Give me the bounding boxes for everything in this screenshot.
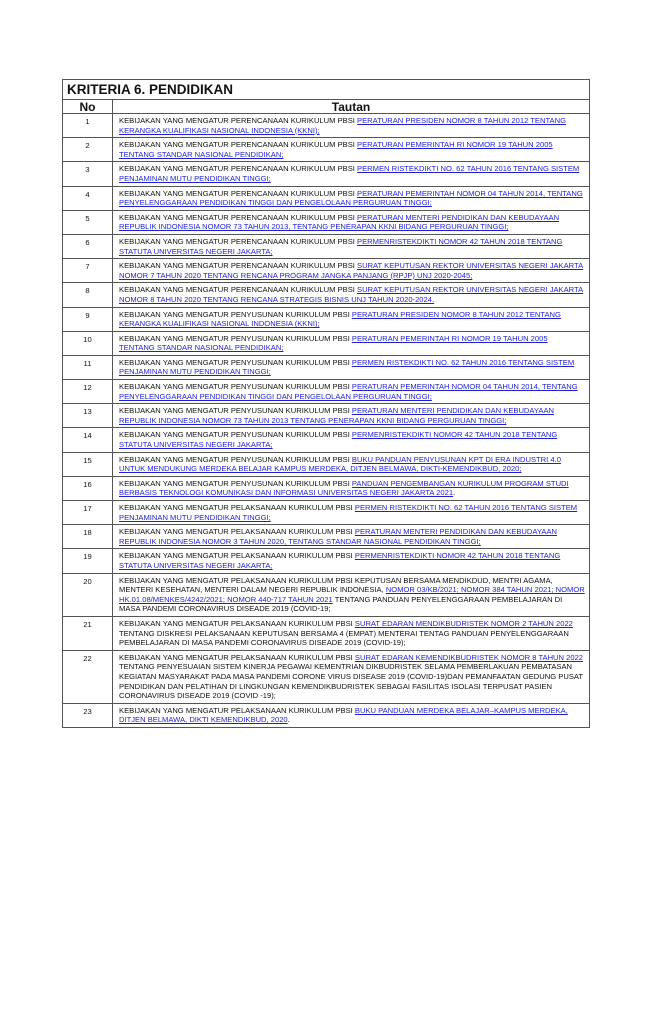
document-link[interactable]: PANDUAN PENGEMBANGAN KURIKULUM PROGRAM STUDI BERBASIS TEKNOLOGI KOMUNIKASI DAN INFORMASI UNIVERSITAS NEGERI JAKARTA 2021 (119, 478, 569, 498)
document-link[interactable]: SURAT EDARAN KEMENDIKBUDRISTEK NOMOR 8 TAHUN 2022 (354, 652, 584, 662)
row-text: TENTANG PANDUAN PENYELENGGARAAN PEMBELAJARAN DI MASA PANDEMI CORONAVIRUS DISEADE 2019 (COVID-19; (119, 594, 563, 614)
document-link[interactable]: SURAT EDARAN MENDIKBUDRISTEK NOMOR 2 TAHUN 2022 (354, 618, 573, 628)
document-link[interactable]: PERATURAN PEMERINTAH RI NOMOR 19 TAHUN 2005 TENTANG STANDAR NASIONAL PENDIDIKAN; (119, 140, 553, 159)
row-text: KEBIJAKAN YANG MENGATUR PELAKSANAAN KURIKULUM PBSI (119, 705, 355, 715)
row-text: KEBIJAKAN YANG MENGATUR PENYUSUNAN KURIKULUM PBSI (119, 309, 352, 319)
table-row (63, 573, 590, 616)
table-row (63, 404, 590, 428)
row-tautan (113, 138, 590, 162)
row-tautan (113, 573, 590, 616)
row-tautan (113, 283, 590, 307)
row-tautan (113, 404, 590, 428)
table-row (63, 650, 590, 703)
row-number: 20 (63, 573, 113, 616)
row-text: KEBIJAKAN YANG MENGATUR PERENCANAAN KURIKULUM PBSI (119, 236, 357, 246)
row-text: KEBIJAKAN YANG MENGATUR PELAKSANAAN KURIKULUM PBSI (119, 503, 355, 512)
row-number: 22 (63, 650, 113, 703)
row-tautan (113, 549, 590, 573)
document-link[interactable]: PERMENRISTEKDIKTI NOMOR 42 TAHUN 2018 TENTANG STATUTA UNIVERSITAS NEGERI JAKARTA; (119, 236, 563, 256)
row-tautan (113, 331, 590, 355)
table-row (63, 283, 590, 307)
row-number: 5 (63, 210, 113, 234)
criteria-table (62, 79, 590, 728)
document-link[interactable]: PERMENRISTEKDIKTI NOMOR 42 TAHUN 2018 TENTANG STATUTA UNIVERSITAS NEGERI JAKARTA; (119, 430, 558, 450)
document-link[interactable]: PERATURAN MENTERI PENDIDIKAN DAN KEBUDAYAAN REPUBLIK INDONESIA NOMOR 73 TAHUN 2013, TENTANG PENERAPAN KKNI BIDANG PERGURUAN TINGGI; (119, 212, 560, 232)
row-tautan (113, 501, 590, 525)
row-tautan (113, 307, 590, 331)
row-text: KEBIJAKAN YANG MENGATUR PENYUSUNAN KURIKULUM PBSI (119, 382, 352, 392)
table-row (63, 114, 590, 138)
row-text: KEBIJAKAN YANG MENGATUR PERENCANAAN KURIKULUM PBSI (119, 212, 357, 222)
row-text: KEBIJAKAN YANG MENGATUR PENYUSUNAN KURIKULUM PBSI (119, 333, 352, 343)
row-number: 8 (63, 283, 113, 307)
row-number: 4 (63, 186, 113, 210)
row-text: . (453, 488, 456, 498)
table-row (63, 616, 590, 650)
row-text: KEBIJAKAN YANG MENGATUR PENYUSUNAN KURIKULUM PBSI (119, 454, 352, 464)
row-text: KEBIJAKAN YANG MENGATUR PELAKSANAAN KURIKULUM PBSI KEPUTUSAN BERSAMA MENDIKDUD, MENTRI AGAMA, MENTERI KESEHATAN, MENTERI DALAM NEGERI REPUBLIK INDONESIA, (119, 575, 553, 595)
document-link[interactable]: BUKU PANDUAN PENYUSUNAN KPT DI ERA INDUSTRI 4.0 UNTUK MENDUKUNG MERDEKA BELAJAR KAMPUS MERDEKA, DITJEN BELMAWA, DIKTI-KEMENDIKBUD, 2020; (119, 454, 561, 474)
table-row (63, 428, 590, 452)
table-row (63, 525, 590, 549)
row-number: 15 (63, 452, 113, 476)
table-row (63, 186, 590, 210)
row-number: 10 (63, 331, 113, 355)
row-tautan (113, 210, 590, 234)
row-number: 3 (63, 162, 113, 186)
table-row (63, 501, 590, 525)
row-tautan (113, 355, 590, 379)
row-tautan (113, 259, 590, 283)
row-number: 2 (63, 138, 113, 162)
row-tautan (113, 428, 590, 452)
row-text: KEBIJAKAN YANG MENGATUR PERENCANAAN KURIKULUM PBSI (119, 140, 357, 150)
table-row (63, 331, 590, 355)
table-row (63, 210, 590, 234)
row-number: 21 (63, 616, 113, 650)
row-text: KEBIJAKAN YANG MENGATUR PENYUSUNAN KURIKULUM PBSI (119, 430, 352, 440)
document-link[interactable]: PERATURAN PRESIDEN NOMOR 8 TAHUN 2012 TENTANG KERANGKA KUALIFIKASI NASIONAL INDONESIA (KKNI); (119, 116, 567, 135)
row-tautan (113, 476, 590, 500)
document-link[interactable]: BUKU PANDUAN MERDEKA BELAJAR–KAMPUS MERDEKA, DITJEN BELMAWA, DIKTI KEMENDIKBUD, 2020 (119, 705, 568, 725)
document-link[interactable]: PERATURAN MENTERI PENDIDIKAN DAN KEBUDAYAAN REPUBLIK INDONESIA NOMOR 3 TAHUN 2020, TENTANG STANDAR NASIONAL PENDIDIKAN TINGGI; (119, 527, 557, 546)
row-tautan (113, 452, 590, 476)
document-link[interactable]: PERMEN RISTEKDIKTI NO. 62 TAHUN 2016 TENTANG SISTEM PENJAMINAN MUTU PENDIDIKAN TINGGI; (119, 503, 578, 522)
row-text: KEBIJAKAN YANG MENGATUR PERENCANAAN KURIKULUM PBSI (119, 285, 357, 295)
table-row (63, 380, 590, 404)
document-link[interactable]: PERATURAN PEMERINTAH RI NOMOR 19 TAHUN 2005 TENTANG STANDAR NASIONAL PENDIDIKAN; (119, 333, 548, 353)
table-row (63, 703, 590, 727)
page-title: KRITERIA 6. PENDIDIKAN (63, 80, 590, 100)
row-tautan (113, 114, 590, 138)
row-number: 14 (63, 428, 113, 452)
column-header-no: No (63, 100, 113, 114)
row-number: 12 (63, 380, 113, 404)
row-text: KEBIJAKAN YANG MENGATUR PELAKSANAAN KURIKULUM PBSI (119, 652, 355, 662)
row-text: TENTANG DISKRESI PELAKSANAAN KEPUTUSAN BERSAMA 4 (EMPAT) MENTERAI TENTAG PANDUAN PENYELENGGARAAN PEMBELAJARAN DI MASA PANDEMI CORONAVIRUS DISEADE 2019 (COVID-19); (119, 628, 569, 648)
document-link[interactable]: SURAT KEPUTUSAN REKTOR UNIVERSITAS NEGERI JAKARTA NOMOR 8 TAHUN 2020 TENTANG RENCANA STRATEGIS BISNIS UNJ TAHUN 2020-2024. (119, 285, 584, 304)
table-row (63, 476, 590, 500)
row-tautan (113, 703, 590, 727)
document-link[interactable]: PERATURAN MENTERI PENDIDIKAN DAN KEBUDAYAAN REPUBLIK INDONESIA NOMOR 73 TAHUN 2013 TENTANG PENERAPAN KKNI BIDANG PERGURUAN TINGGI; (119, 406, 555, 425)
row-number: 19 (63, 549, 113, 573)
row-tautan (113, 380, 590, 404)
row-text: KEBIJAKAN YANG MENGATUR PERENCANAAN KURIKULUM PBSI (119, 116, 357, 125)
row-number: 1 (63, 114, 113, 138)
row-tautan (113, 162, 590, 186)
row-text: KEBIJAKAN YANG MENGATUR PERENCANAAN KURIKULUM PBSI (119, 164, 357, 174)
row-text: KEBIJAKAN YANG MENGATUR PELAKSANAAN KURIKULUM PBSI (119, 551, 355, 561)
row-number: 17 (63, 501, 113, 525)
document-link[interactable]: PERMENRISTEKDIKTI NOMOR 42 TAHUN 2018 TENTANG STATUTA UNIVERSITAS NEGERI JAKARTA; (119, 551, 561, 570)
table-row (63, 234, 590, 258)
table-row (63, 259, 590, 283)
row-text: TENTANG PENYESUAIAN SISTEM KINERJA PEGAWAI KEMENTRIAN DIKBUDRISTEK SELAMA PEMBERLAKUAN PEMBATASAN KEGIATAN MASYARAKAT PADA MASA PANDEMI CORONE VIRUS DISEASE 2019 (COVID-19)DAN PEMANFAATAN GEDUNG PUSAT PENDIDIKAN DAN PELATIHAN DI LINGKUNGAN KEMENDIKBUDRISTEK SEBAGAI FASILITAS ISOLASI TERPUSAT PASIEN CORONAVIRUS DISEADE 2019 (COVID -19); (119, 662, 583, 701)
criteria-document (62, 79, 590, 728)
row-text: KEBIJAKAN YANG MENGATUR PERENCANAAN KURIKULUM PBSI (119, 188, 357, 198)
table-row (63, 355, 590, 379)
table-row (63, 162, 590, 186)
table-row (63, 452, 590, 476)
document-link[interactable]: NOMOR 03/KB/2021; NOMOR 384 TAHUN 2021; NOMOR HK.01.08/MENKES/4242/2021; NOMOR 440-717 TAHUN 2021 (119, 585, 585, 604)
table-body (63, 114, 590, 728)
document-link[interactable]: PERMEN RISTEKDIKTI NO. 62 TAHUN 2016 TENTANG SISTEM PENJAMINAN MUTU PENDIDIKAN TINGGI; (119, 357, 575, 377)
document-link[interactable]: PERATURAN PEMERINTAH NOMOR 04 TAHUN 2014, TENTANG PENYELENGGARAAN PENDIDIKAN TINGGI DAN PENGELOLAAN PERGURUAN TINGGI; (119, 188, 583, 208)
row-text: KEBIJAKAN YANG MENGATUR PENYUSUNAN KURIKULUM PBSI (119, 478, 352, 488)
document-link[interactable]: PERATURAN PEMERINTAH NOMOR 04 TAHUN 2014, TENTANG PENYELENGGARAAN PENDIDIKAN TINGGI DAN PENGELOLAAN PERGURUAN TINGGI; (119, 382, 578, 401)
table-row (63, 307, 590, 331)
row-number: 11 (63, 355, 113, 379)
row-number: 6 (63, 234, 113, 258)
document-link[interactable]: PERATURAN PRESIDEN NOMOR 8 TAHUN 2012 TENTANG KERANGKA KUALIFIKASI NASIONAL INDONESIA (KKNI); (119, 309, 561, 329)
row-number: 23 (63, 703, 113, 727)
row-text: KEBIJAKAN YANG MENGATUR PERENCANAAN KURIKULUM PBSI (119, 261, 357, 271)
row-number: 16 (63, 476, 113, 500)
row-text: KEBIJAKAN YANG MENGATUR PENYUSUNAN KURIKULUM PBSI (119, 406, 352, 416)
row-tautan (113, 234, 590, 258)
row-text: KEBIJAKAN YANG MENGATUR PELAKSANAAN KURIKULUM PBSI (119, 618, 355, 628)
row-tautan (113, 525, 590, 549)
table-row (63, 138, 590, 162)
column-header-tautan: Tautan (113, 100, 590, 114)
row-number: 18 (63, 525, 113, 549)
row-number: 7 (63, 259, 113, 283)
row-number: 9 (63, 307, 113, 331)
document-link[interactable]: PERMEN RISTEKDIKTI NO. 62 TAHUN 2016 TENTANG SISTEM PENJAMINAN MUTU PENDIDIKAN TINGGI; (119, 164, 580, 183)
row-number: 13 (63, 404, 113, 428)
row-text: . (287, 715, 290, 725)
row-tautan (113, 186, 590, 210)
row-text: KEBIJAKAN YANG MENGATUR PENYUSUNAN KURIKULUM PBSI (119, 357, 352, 367)
table-row (63, 549, 590, 573)
row-tautan (113, 650, 590, 703)
document-link[interactable]: SURAT KEPUTUSAN REKTOR UNIVERSITAS NEGERI JAKARTA NOMOR 7 TAHUN 2020 TENTANG RENCANA PROGRAM JANGKA PANJANG (RPJP) UNJ 2020-2045; (119, 261, 584, 280)
row-tautan (113, 616, 590, 650)
row-text: KEBIJAKAN YANG MENGATUR PELAKSANAAN KURIKULUM PBSI (119, 527, 355, 537)
